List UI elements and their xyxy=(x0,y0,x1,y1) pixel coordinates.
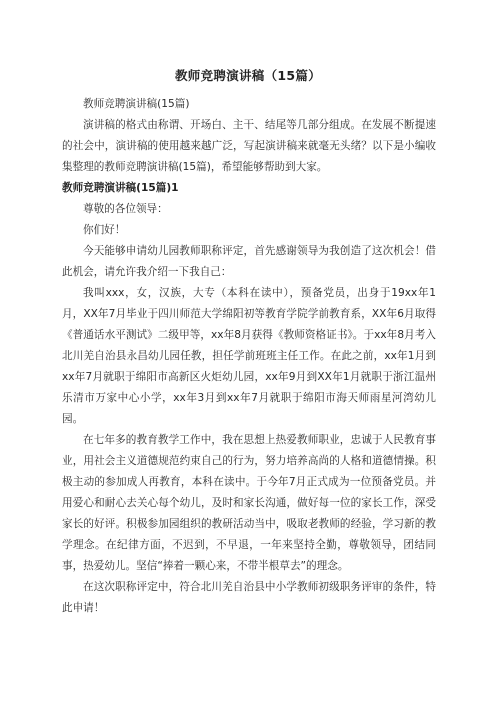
paragraph: 你们好！ xyxy=(83,224,126,236)
paragraph: 在这次职称评定中，符合北川羌自治县中小学教师初级职务评审的条件，特此申请！ xyxy=(62,581,436,614)
paragraph: 演讲稿的格式由称谓、开场白、主干、结尾等几部分组成。在发展不断提速的社会中，演讲稿的使用越来越广泛，写起演讲稿来就毫无头绪？以下是小编收集整理的教师竞聘演讲稿(15篇)，希望能够帮助到大家。 xyxy=(62,119,436,173)
section-heading: 教师竞聘演讲稿(15篇)1 xyxy=(62,182,179,194)
document-title: 教师竞聘演讲稿（15篇） xyxy=(175,68,321,83)
paragraph: 教师竞聘演讲稿(15篇) xyxy=(83,98,190,110)
paragraph: 尊敬的各位领导： xyxy=(83,203,168,215)
document-body xyxy=(62,94,436,619)
paragraph: 我叫xxx，女，汉族，大专（本科在读中），预备党员，出身于19xx年1月，XX年7月毕业于四川师范大学绵阳初等教育学院学前教育系，XX年6月取得《普通话水平测试》二级甲等，xx年8月获得《教师资格证书》。于xx年8月考入北川羌自治县永昌幼儿园任教，担任学前班班主任工作。在此之前，xx年1月到xx年7月就职于绵阳市高新区火炬幼儿园，xx年9月到XX年1月就职于浙江温州乐清市万家中心小学，xx年3月到xx年7月就职于绵阳市海天师雨星河湾幼儿园。 xyxy=(62,287,436,425)
paragraph: 今天能够申请幼儿园教师职称评定，首先感谢领导为我创造了这次机会！借此机会，请允许我介绍一下我自己： xyxy=(62,245,436,278)
paragraph: 在七年多的教育教学工作中，我在思想上热爱教师职业，忠诚于人民教育事业，用社会主义道德规范约束自己的行为，努力培养高尚的人格和道德情操。积极主动的参加成人再教育，本科在读中。于今年7月正式成为一位预备党员。并用爱心和耐心去关心每个幼儿，及时和家长沟通，做好每一位的家长工作，深受家长的好评。积极参加园组织的教研活动当中，吸取老教师的经验，学习新的教学理念。在纪律方面，不迟到，不早退，一年来坚持全勤，尊敬领导，团结同事，热爱幼儿。坚信“捧着一颗心来，不带半根草去”的理念。 xyxy=(62,434,436,572)
